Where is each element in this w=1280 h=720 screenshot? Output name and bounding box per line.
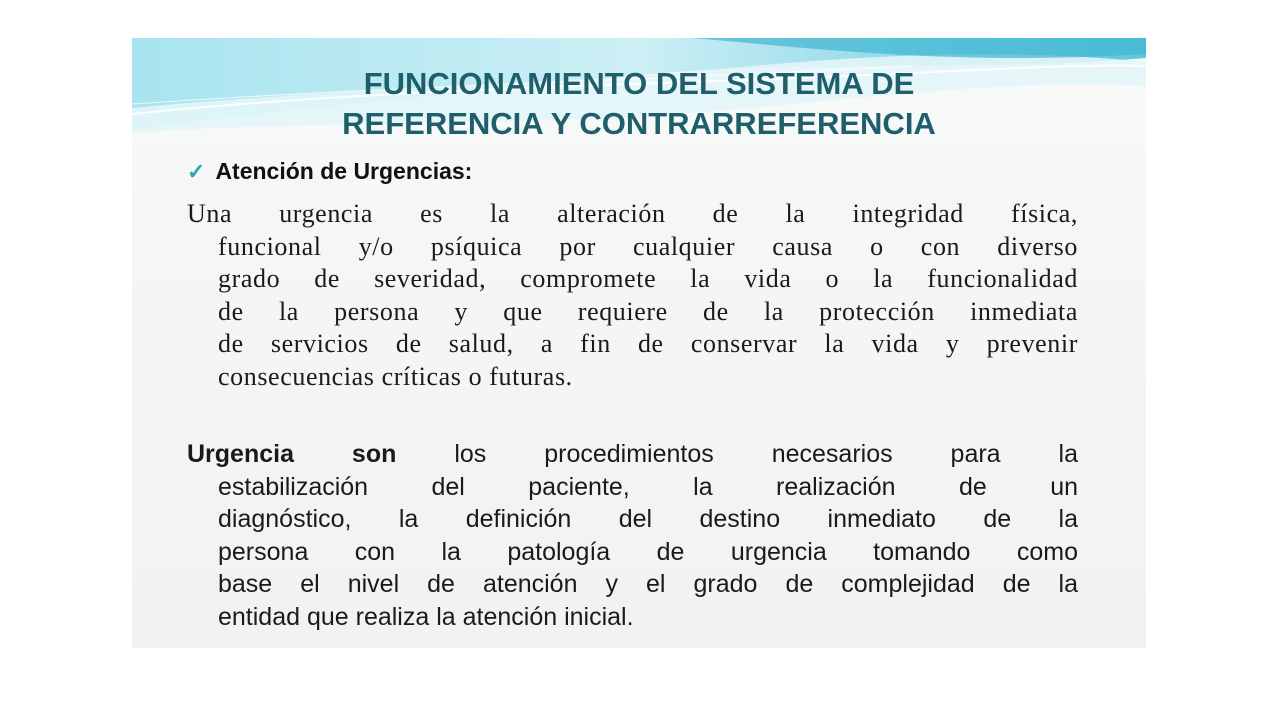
paragraph-line: persona con la patología de urgencia tomando como xyxy=(218,537,1078,566)
paragraph-line: funcional y/o psíquica por cualquier causa o con diverso xyxy=(218,231,1078,261)
paragraph-line: base el nivel de atención y el grado de complejidad de la xyxy=(218,570,1078,598)
title-line-1: FUNCIONAMIENTO DEL SISTEMA DE xyxy=(363,66,915,101)
paragraph-line: grado de severidad, compromete la vida o la funcionalidad xyxy=(218,264,1078,293)
paragraph-text: los procedimientos necesarios para la xyxy=(396,440,1078,468)
checkmark-icon: ✓ xyxy=(187,158,206,184)
paragraph-line: estabilización del paciente, la realización de un xyxy=(218,472,1078,501)
title-line-2: REFERENCIA Y CONTRARREFERENCIA xyxy=(342,106,936,141)
paragraph-line: de la persona y que requiere de la protección inmediata xyxy=(218,296,1078,326)
paragraph-line: consecuencias críticas o futuras. xyxy=(218,361,573,391)
slide-title xyxy=(132,64,1146,144)
paragraph-procedures xyxy=(187,438,1078,633)
paragraph-line xyxy=(187,438,1078,471)
slide xyxy=(132,38,1146,648)
section-heading-text: Atención de Urgencias: xyxy=(215,158,473,184)
paragraph-line: entidad que realiza la atención inicial. xyxy=(218,602,634,631)
paragraph-line: diagnóstico, la definición del destino inmediato de la xyxy=(218,505,1078,533)
section-heading xyxy=(187,158,472,185)
paragraph-definition xyxy=(187,198,1078,393)
bold-term: Urgencia son xyxy=(187,440,397,468)
paragraph-line: Una urgencia es la alteración de la integridad física, xyxy=(187,199,1078,228)
paragraph-line: de servicios de salud, a fin de conservar la vida y prevenir xyxy=(218,329,1078,358)
